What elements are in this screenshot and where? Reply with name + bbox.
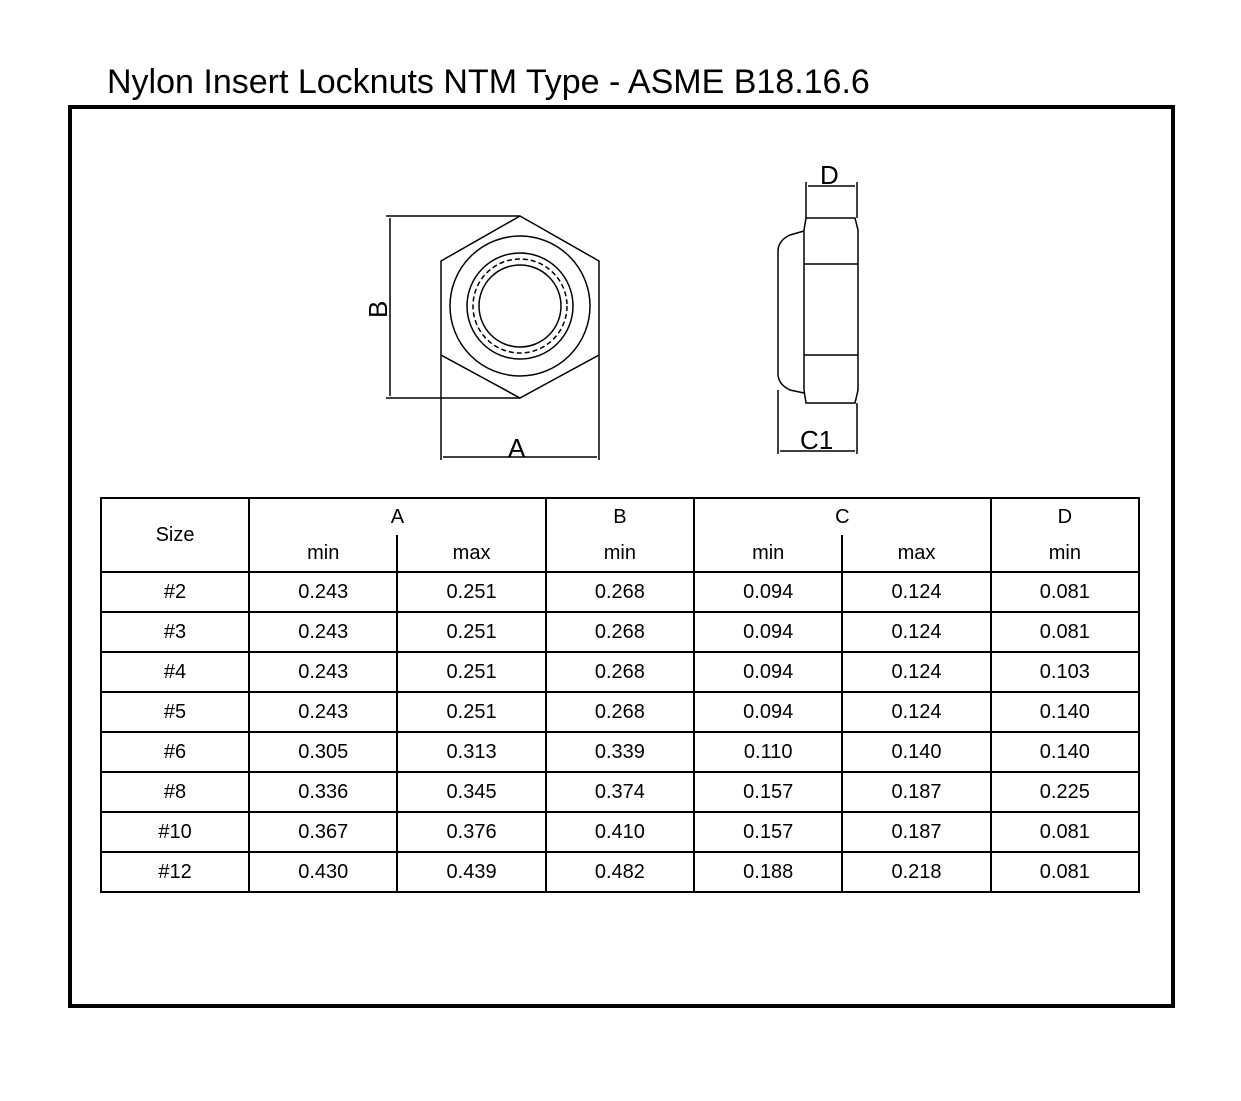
value-cell: 0.313 xyxy=(397,732,545,772)
value-cell: 0.339 xyxy=(546,732,694,772)
value-cell: 0.439 xyxy=(397,852,545,892)
value-cell: 0.268 xyxy=(546,572,694,612)
side-view xyxy=(778,182,858,454)
value-cell: 0.124 xyxy=(842,612,990,652)
table-row xyxy=(101,812,1139,852)
subheader: min xyxy=(694,535,842,572)
value-cell: 0.103 xyxy=(991,652,1139,692)
value-cell: 0.081 xyxy=(991,852,1139,892)
subheader: min xyxy=(991,535,1139,572)
value-cell: 0.251 xyxy=(397,692,545,732)
value-cell: 0.243 xyxy=(249,572,397,612)
value-cell: 0.374 xyxy=(546,772,694,812)
value-cell: 0.124 xyxy=(842,652,990,692)
value-cell: 0.243 xyxy=(249,652,397,692)
group-header-d: D xyxy=(991,498,1139,535)
value-cell: 0.124 xyxy=(842,692,990,732)
value-cell: 0.081 xyxy=(991,612,1139,652)
value-cell: 0.094 xyxy=(694,612,842,652)
label-c1: C1 xyxy=(800,425,834,455)
value-cell: 0.140 xyxy=(991,692,1139,732)
label-a: A xyxy=(508,433,526,463)
value-cell: 0.110 xyxy=(694,732,842,772)
value-cell: 0.482 xyxy=(546,852,694,892)
value-cell: 0.376 xyxy=(397,812,545,852)
value-cell: 0.225 xyxy=(991,772,1139,812)
size-cell: #3 xyxy=(101,612,249,652)
group-header-c: C xyxy=(694,498,991,535)
value-cell: 0.094 xyxy=(694,692,842,732)
size-cell: #4 xyxy=(101,652,249,692)
size-header: Size xyxy=(101,498,249,572)
value-cell: 0.140 xyxy=(842,732,990,772)
dimensions-table xyxy=(100,497,1140,893)
value-cell: 0.188 xyxy=(694,852,842,892)
value-cell: 0.140 xyxy=(991,732,1139,772)
value-cell: 0.430 xyxy=(249,852,397,892)
value-cell: 0.243 xyxy=(249,692,397,732)
label-b: B xyxy=(363,300,393,318)
value-cell: 0.157 xyxy=(694,772,842,812)
group-header-a: A xyxy=(249,498,546,535)
size-cell: #10 xyxy=(101,812,249,852)
size-cell: #5 xyxy=(101,692,249,732)
value-cell: 0.251 xyxy=(397,572,545,612)
value-cell: 0.367 xyxy=(249,812,397,852)
value-cell: 0.268 xyxy=(546,612,694,652)
table-row xyxy=(101,692,1139,732)
table-row xyxy=(101,772,1139,812)
subheader: min xyxy=(546,535,694,572)
subheader-row xyxy=(101,535,1139,572)
table-row xyxy=(101,652,1139,692)
size-cell: #12 xyxy=(101,852,249,892)
front-view xyxy=(386,216,599,460)
group-header-b: B xyxy=(546,498,694,535)
value-cell: 0.251 xyxy=(397,612,545,652)
table-row xyxy=(101,852,1139,892)
subheader: max xyxy=(397,535,545,572)
label-d: D xyxy=(820,160,839,190)
subheader: min xyxy=(249,535,397,572)
value-cell: 0.410 xyxy=(546,812,694,852)
table-row xyxy=(101,612,1139,652)
value-cell: 0.124 xyxy=(842,572,990,612)
value-cell: 0.081 xyxy=(991,572,1139,612)
size-cell: #6 xyxy=(101,732,249,772)
table-row xyxy=(101,732,1139,772)
size-cell: #8 xyxy=(101,772,249,812)
value-cell: 0.157 xyxy=(694,812,842,852)
value-cell: 0.081 xyxy=(991,812,1139,852)
value-cell: 0.268 xyxy=(546,652,694,692)
value-cell: 0.268 xyxy=(546,692,694,732)
subheader: max xyxy=(842,535,990,572)
header-row xyxy=(101,498,1139,535)
value-cell: 0.187 xyxy=(842,772,990,812)
value-cell: 0.187 xyxy=(842,812,990,852)
value-cell: 0.345 xyxy=(397,772,545,812)
size-cell: #2 xyxy=(101,572,249,612)
value-cell: 0.305 xyxy=(249,732,397,772)
value-cell: 0.336 xyxy=(249,772,397,812)
value-cell: 0.243 xyxy=(249,612,397,652)
value-cell: 0.094 xyxy=(694,572,842,612)
table-row xyxy=(101,572,1139,612)
page-title: Nylon Insert Locknuts NTM Type - ASME B18.16.6 xyxy=(107,63,870,101)
value-cell: 0.251 xyxy=(397,652,545,692)
value-cell: 0.094 xyxy=(694,652,842,692)
value-cell: 0.218 xyxy=(842,852,990,892)
